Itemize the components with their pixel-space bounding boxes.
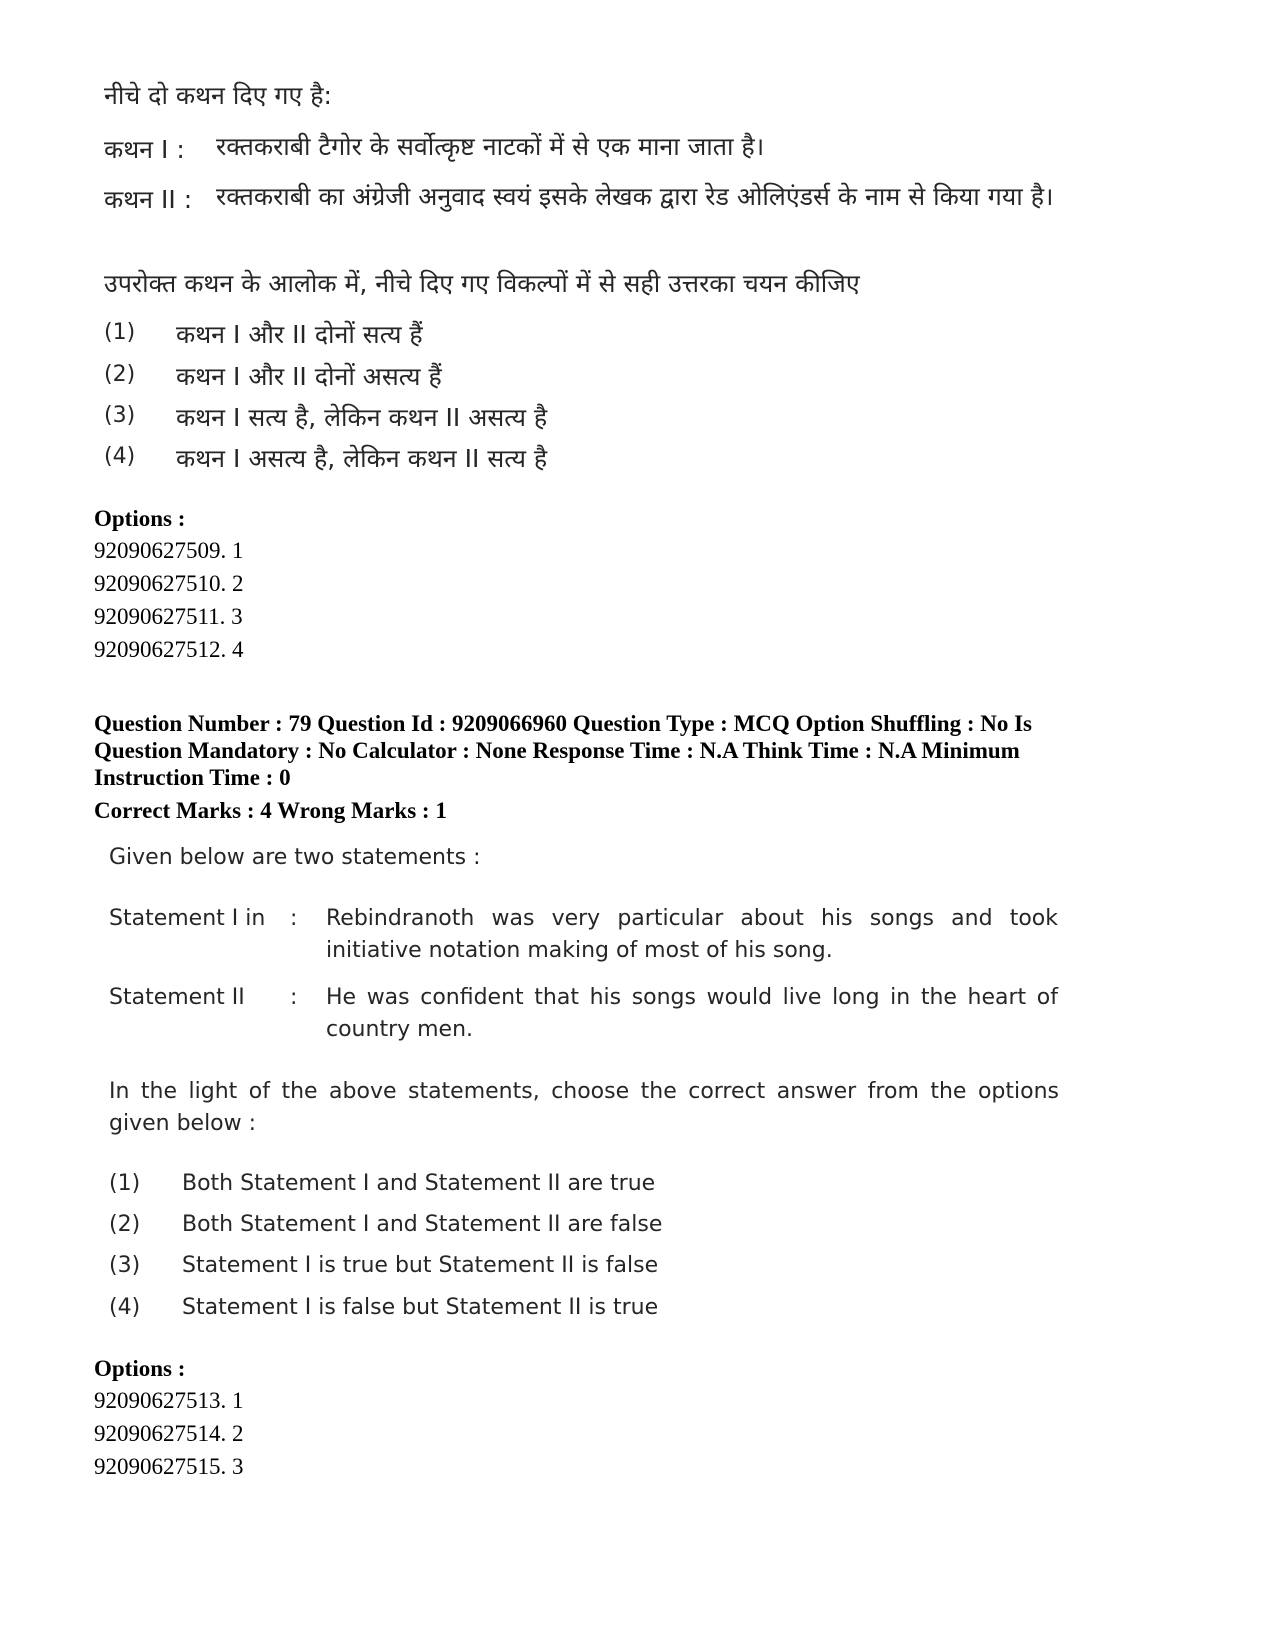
option-id: 92090627510. 2 (94, 571, 244, 596)
hindi-question-instruction: उपरोक्त कथन के आलोक में, नीचे दिए गए विकल्पों में से सही उत्तरका चयन कीजिए (104, 269, 860, 298)
english-option-1-number: (1) (109, 1171, 141, 1196)
hindi-statement-2-text: रक्तकराबी का अंग्रेजी अनुवाद स्वयं इसके लेखक द्वारा रेड ओलिएंडर्स के नाम से किया गया है। (216, 182, 1054, 211)
hindi-option-4-text: कथन I असत्य है, लेकिन कथन II सत्य है (176, 444, 548, 473)
options-heading: Options : (94, 1356, 186, 1381)
english-statement-1-label: Statement I in (109, 906, 266, 931)
hindi-option-1-text: कथन I और II दोनों सत्य हैं (176, 320, 423, 349)
english-statement-2-colon: : (290, 985, 298, 1010)
hindi-statement-1-text: रक्तकराबी टैगोर के सर्वोत्कृष्ट नाटकों में से एक माना जाता है। (216, 132, 765, 161)
english-statement-2-text: He was confident that his songs would live long in the heart of country men. (326, 985, 1058, 1042)
options-heading: Options : (94, 506, 186, 531)
english-option-1-text: Both Statement I and Statement II are true (182, 1171, 656, 1196)
hindi-option-2-text: कथन I और II दोनों असत्य हैं (176, 362, 442, 391)
hindi-option-3-number: (3) (104, 403, 136, 428)
option-id: 92090627509. 1 (94, 538, 244, 563)
english-option-2-number: (2) (109, 1212, 141, 1237)
english-option-3-text: Statement I is true but Statement II is false (182, 1253, 659, 1278)
english-question-intro: Given below are two statements : (109, 845, 481, 870)
option-id: 92090627515. 3 (94, 1454, 244, 1479)
hindi-option-3-text: कथन I सत्य है, लेकिन कथन II असत्य है (176, 403, 548, 432)
english-option-2-text: Both Statement I and Statement II are false (182, 1212, 663, 1237)
english-option-4-number: (4) (109, 1295, 141, 1320)
english-statement-2-label: Statement II (109, 985, 245, 1010)
english-statement-1-text: Rebindranoth was very particular about his songs and took initiative notation making of most of his song. (326, 906, 1058, 963)
question-meta-line-2: Question Mandatory : No Calculator : None Response Time : N.A Think Time : N.A Minimum (94, 738, 1020, 763)
hindi-option-4-number: (4) (104, 444, 136, 469)
english-statement-1-colon: : (290, 906, 298, 931)
hindi-statement-1-label: कथन I : (104, 135, 185, 164)
hindi-statement-2-label: कथन II : (104, 185, 193, 214)
option-id: 92090627512. 4 (94, 637, 244, 662)
option-id: 92090627514. 2 (94, 1421, 244, 1446)
english-question-instruction: In the light of the above statements, choose the correct answer from the options given below : (109, 1079, 1059, 1136)
english-option-3-number: (3) (109, 1253, 141, 1278)
question-meta-line-3: Instruction Time : 0 (94, 765, 291, 790)
question-marks: Correct Marks : 4 Wrong Marks : 1 (94, 798, 447, 823)
english-option-4-text: Statement I is false but Statement II is true (182, 1295, 659, 1320)
hindi-option-1-number: (1) (104, 320, 136, 345)
option-id: 92090627513. 1 (94, 1388, 244, 1413)
question-meta-line-1: Question Number : 79 Question Id : 9209066960 Question Type : MCQ Option Shuffling : No Is (94, 711, 1033, 736)
hindi-question-intro: नीचे दो कथन दिए गए है: (104, 81, 332, 110)
hindi-option-2-number: (2) (104, 362, 136, 387)
option-id: 92090627511. 3 (94, 604, 243, 629)
